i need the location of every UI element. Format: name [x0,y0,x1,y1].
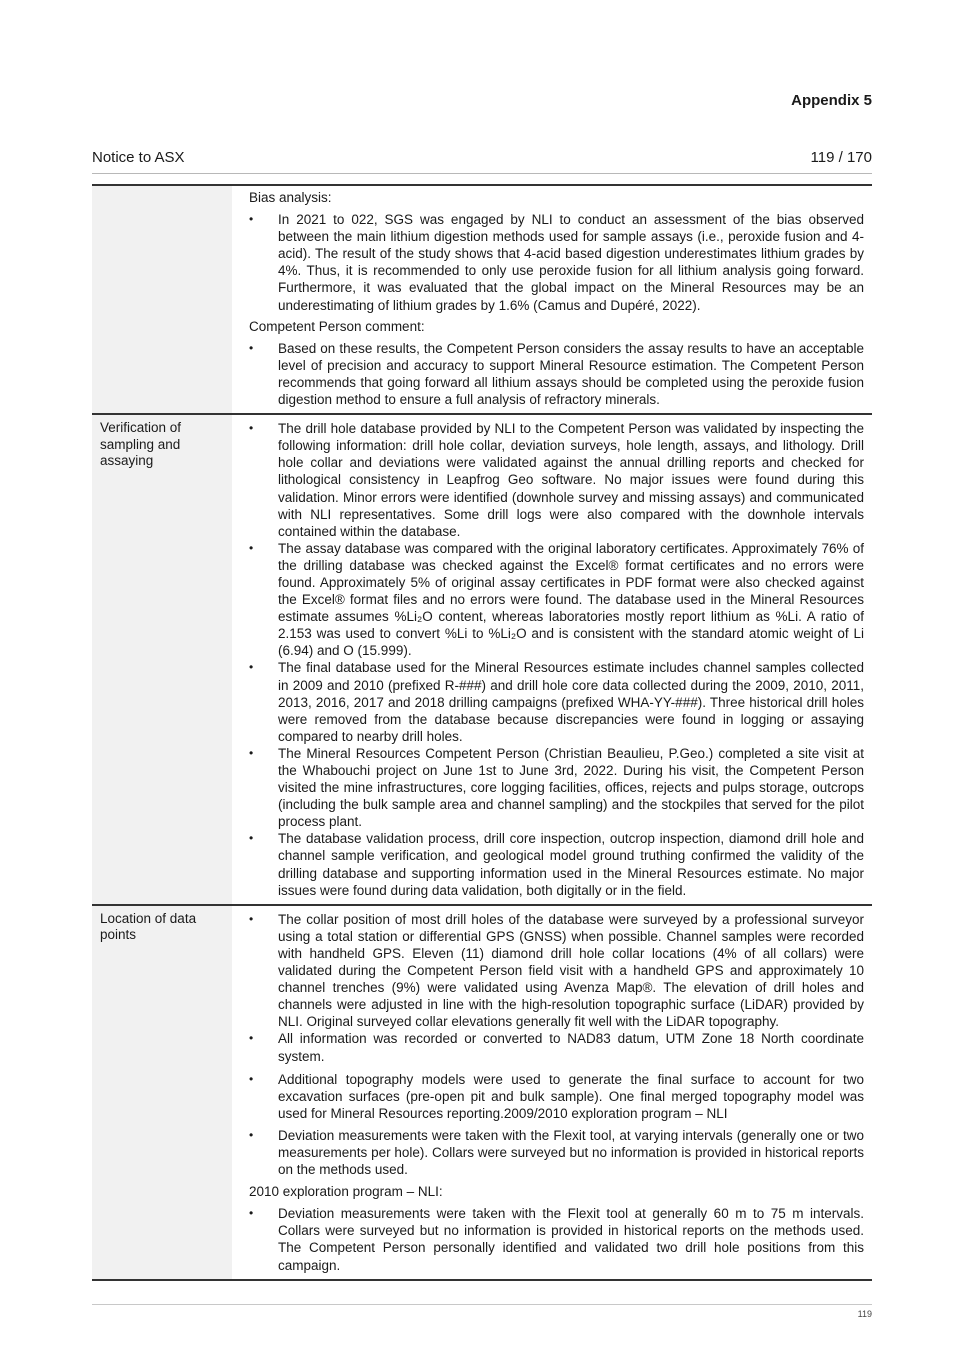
list-item: • In 2021 to 022, SGS was engaged by NLI to conduct an assessment of the bias observed between the main lithium digestion methods used for sample assays (i.e., peroxide fusion and 4-acid). The result of the study shows that 4-acid based digestion underestimates lithium grades by 4%. Thus, it is recommended to only use peroxide fusion for all lithium analysis going forward. Furthermore, it was evaluated that the global impact on the Mineral Resources may be an underestimating of lithium grades by 1.6% (Camus and Dupéré, 2022). [278,211,864,314]
list-item: • The final database used for the Mineral Resources estimate includes channel samples collected in 2009 and 2010 (prefixed R-###) and drill hole core data collected during the 2009, 2010, 2011, 2013, 2016, 2017 and 2018 drilling campaigns (prefixed WHA-YY-###). Three historical drill holes were removed from the database because discrepancies were found in logging or assaying compared to nearby drill holes. [278,659,864,744]
bullet-list [249,911,864,1065]
page-counter: 119 / 170 [810,149,872,166]
list-item: • Deviation measurements were taken with the Flexit tool at generally 60 m to 75 m intervals. Collars were surveyed but no information is provided in historical reports on the methods used. The Competent Person personally identified and validated two drill hole positions from this campaign. [278,1205,864,1273]
appendix-title: Appendix 5 [791,92,872,109]
exploration-program-heading: 2010 exploration program – NLI: [249,1184,443,1200]
bullet-list [249,211,864,314]
jorc-table [92,184,872,1281]
list-item: • Based on these results, the Competent Person considers the assay results to have an acceptable level of precision and accuracy to support Mineral Resource estimation. The Competent Person recommends that going forward all lithium assays should be completed using the peroxide fusion digestion method to ensure a full analysis of refractory minerals. [278,340,864,408]
row-body [232,185,872,414]
table-row [92,185,872,414]
bullet-list [249,1071,864,1179]
list-item: • The assay database was compared with the original laboratory certificates. Approximately 76% of the drilling database was checked against the Excel® format certificates and no errors were found. Approximately 5% of original assay certificates in PDF format were also checked against the Excel® format files and no errors were found. The database used in the Mineral Resources estimate assumes %Li₂O content, whereas laboratories mostly report lithium as %Li. A ratio of 2.153 was used to convert %Li to %Li₂O and is consistent with the standard atomic weight of Li (6.94) and O (15.999). [278,540,864,660]
document-title: Notice to ASX [92,149,185,166]
competent-person-heading: Competent Person comment: [249,318,425,334]
list-item: • Deviation measurements were taken with the Flexit tool, at varying intervals (generally one or two measurements per hole). Collars were surveyed but no information is provided in historical reports on the methods used. [278,1127,864,1178]
bullet-list [249,1205,864,1273]
list-item: • All information was recorded or converted to NAD83 datum, UTM Zone 18 North coordinate system. [278,1030,864,1064]
footer-divider [92,1304,872,1305]
header-divider [92,173,872,174]
row-label: Verification of sampling and assaying [92,414,232,905]
list-item: • The collar position of most drill holes of the database were surveyed by a professional surveyor using a total station or differential GPS (GNSS) when possible. Channel samples were recorded with handheld GPS. Eleven (11) diamond drill hole collar locations (4% of all collars) were validated during the Competent Person field visit with a handheld GPS and approximately 10 channel trenches (9%) were validated using Avenza Map®. The elevation of drill holes and channels were adjusted in line with the high-resolution topographic surface (LiDAR) provided by NLI. Original surveyed collar elevations generally fit well with the LiDAR topography. [278,911,864,1031]
bullet-list [249,420,864,899]
table-row [92,905,872,1280]
row-label [92,185,232,414]
row-body [232,905,872,1280]
list-item: • The Mineral Resources Competent Person (Christian Beaulieu, P.Geo.) completed a site visit at the Whabouchi project on June 1st to June 3rd, 2022. During his visit, the Competent Person visited the mine infrastructures, core logging facilities, offices, rejects and pulps storage, outcrops (including the bulk sample area and channel sampling) and the stockpiles that served for the pilot process plant. [278,745,864,830]
row-body [232,414,872,905]
bias-analysis-heading: Bias analysis: [249,190,332,205]
table-row [92,414,872,905]
bullet-list [249,340,864,408]
page-number: 119 [857,1309,872,1319]
list-item: • The drill hole database provided by NLI to the Competent Person was validated by inspecting the following information: drill hole collar, deviation surveys, hole length, assays, and lithology. Drill hole collar and deviations were validated against the annual drilling reports and checked for lithological consistency in Leapfrog Geo software. No major issues were found during this validation. Minor errors were identified (downhole survey and missing assays) and communicated with NLI representatives. Some drill logs were also compared with the downhole intervals contained within the database. [278,420,864,540]
list-item: • The database validation process, drill core inspection, outcrop inspection, diamond drill hole and channel sample verification, and geological model ground truthing confirmed the validity of the drilling database and supporting information used in the Mineral Resources estimate. No major issues were found during data validation, both digitally or in the field. [278,830,864,898]
list-item: • Additional topography models were used to generate the final surface to account for two excavation surfaces (pre-open pit and bulk sample). One final merged topography model was used for Mineral Resources reporting.2009/2010 exploration program – NLI [278,1071,864,1122]
row-label: Location of data points [92,905,232,1280]
